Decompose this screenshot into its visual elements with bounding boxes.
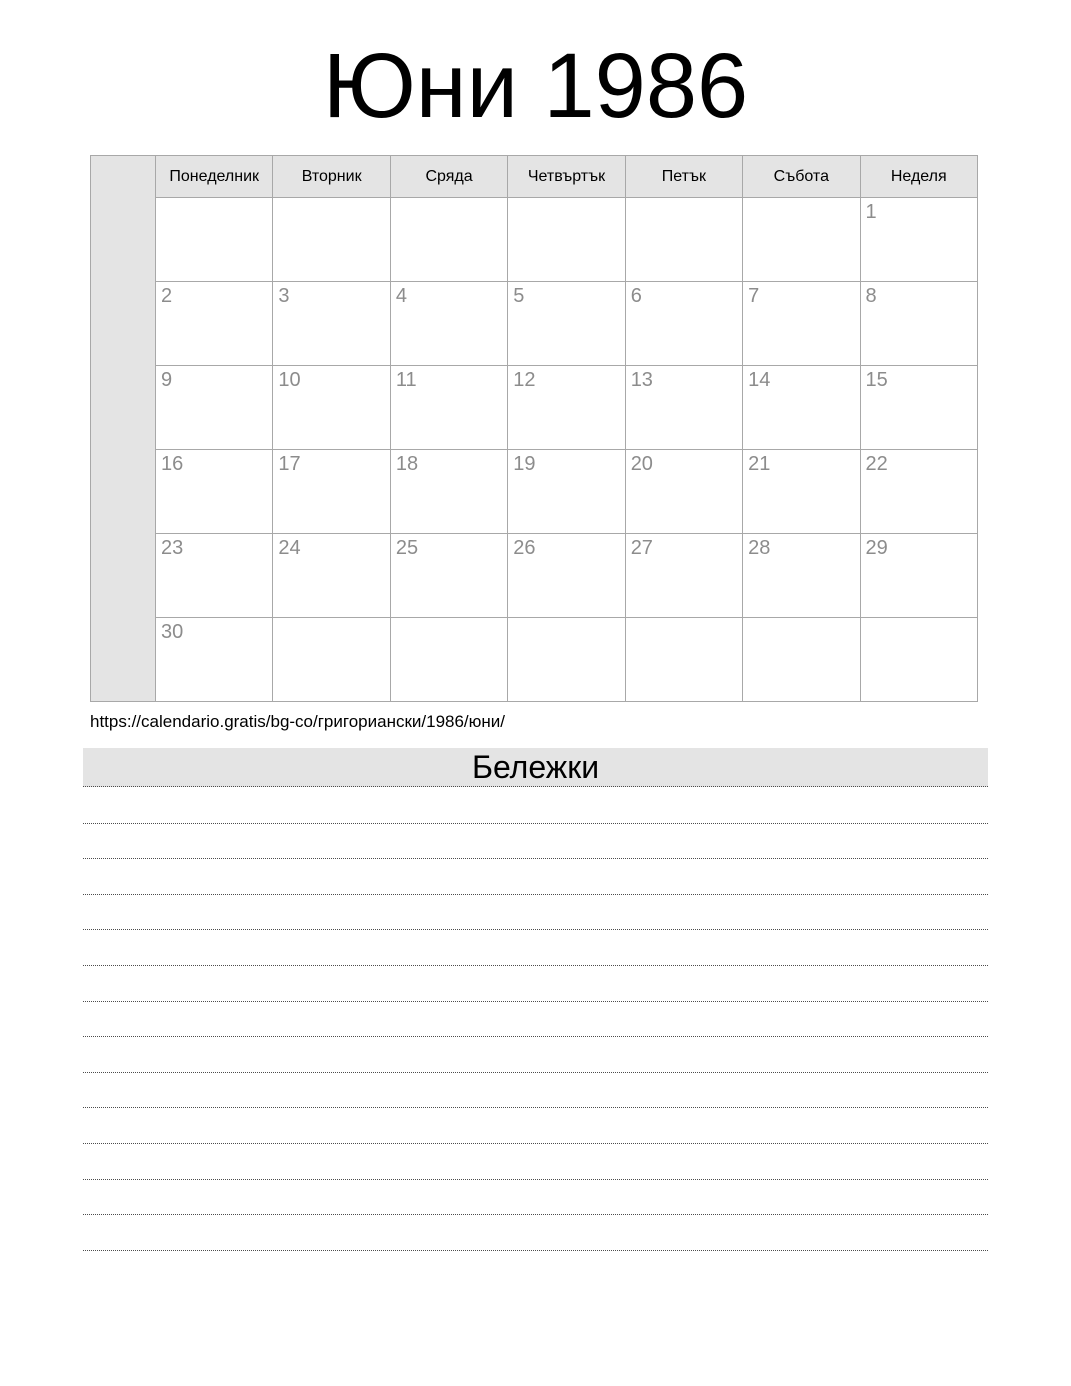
day-cell: 10	[273, 366, 390, 450]
note-rule-line	[83, 1215, 988, 1251]
note-rule-line	[83, 824, 988, 860]
day-cell: 2	[156, 282, 273, 366]
day-cell	[390, 198, 507, 282]
day-cell: 6	[625, 282, 742, 366]
note-rule-line	[83, 895, 988, 931]
day-cell: 27	[625, 534, 742, 618]
day-cell: 18	[390, 450, 507, 534]
weekday-row	[91, 156, 978, 198]
day-cell: 29	[860, 534, 977, 618]
note-rule-line	[83, 1144, 988, 1180]
day-cell: 23	[156, 534, 273, 618]
note-rule-line	[83, 788, 988, 824]
note-rule-line	[83, 930, 988, 966]
notes-lines	[83, 788, 988, 1251]
day-cell: 15	[860, 366, 977, 450]
day-cell: 1	[860, 198, 977, 282]
day-cell: 30	[156, 618, 273, 702]
notes-section-header: Бележки	[83, 748, 988, 787]
day-cell	[860, 618, 977, 702]
day-cell: 26	[508, 534, 625, 618]
note-rule-line	[83, 1037, 988, 1073]
day-cell: 24	[273, 534, 390, 618]
day-cell: 17	[273, 450, 390, 534]
weekday-header-tuesday: Вторник	[273, 156, 390, 198]
day-cell: 3	[273, 282, 390, 366]
note-rule-line	[83, 1108, 988, 1144]
note-rule-line	[83, 1002, 988, 1038]
note-rule-line	[83, 1073, 988, 1109]
day-cell	[273, 198, 390, 282]
day-cell	[743, 198, 860, 282]
week-row	[91, 366, 978, 450]
day-cell: 13	[625, 366, 742, 450]
week-row	[91, 282, 978, 366]
day-cell: 8	[860, 282, 977, 366]
day-cell	[508, 618, 625, 702]
week-row	[91, 450, 978, 534]
note-rule-line	[83, 966, 988, 1002]
day-cell	[273, 618, 390, 702]
day-cell: 21	[743, 450, 860, 534]
week-row	[91, 534, 978, 618]
day-cell	[625, 618, 742, 702]
day-cell	[743, 618, 860, 702]
day-cell: 22	[860, 450, 977, 534]
calendar-table	[90, 155, 978, 702]
day-cell: 28	[743, 534, 860, 618]
day-cell: 5	[508, 282, 625, 366]
day-cell: 20	[625, 450, 742, 534]
day-cell: 4	[390, 282, 507, 366]
day-cell: 16	[156, 450, 273, 534]
day-cell: 11	[390, 366, 507, 450]
day-cell	[156, 198, 273, 282]
weekday-header-wednesday: Сряда	[390, 156, 507, 198]
calendar-left-margin-strip	[91, 156, 156, 702]
day-cell	[625, 198, 742, 282]
note-rule-line	[83, 1180, 988, 1216]
note-rule-line	[83, 859, 988, 895]
weekday-header-saturday: Събота	[743, 156, 860, 198]
page-title: Юни 1986	[322, 35, 749, 137]
weekday-header-thursday: Четвъртък	[508, 156, 625, 198]
day-cell	[390, 618, 507, 702]
week-row	[91, 198, 978, 282]
week-row	[91, 618, 978, 702]
calendar-container	[90, 155, 978, 702]
source-url-text: https://calendario.gratis/bg-co/григориански/1986/юни/	[90, 712, 506, 731]
day-cell: 14	[743, 366, 860, 450]
weekday-header-sunday: Неделя	[860, 156, 977, 198]
day-cell: 25	[390, 534, 507, 618]
day-cell	[508, 198, 625, 282]
day-cell: 19	[508, 450, 625, 534]
day-cell: 12	[508, 366, 625, 450]
weekday-header-monday: Понеделник	[156, 156, 273, 198]
weekday-header-friday: Петък	[625, 156, 742, 198]
day-cell: 7	[743, 282, 860, 366]
day-cell: 9	[156, 366, 273, 450]
